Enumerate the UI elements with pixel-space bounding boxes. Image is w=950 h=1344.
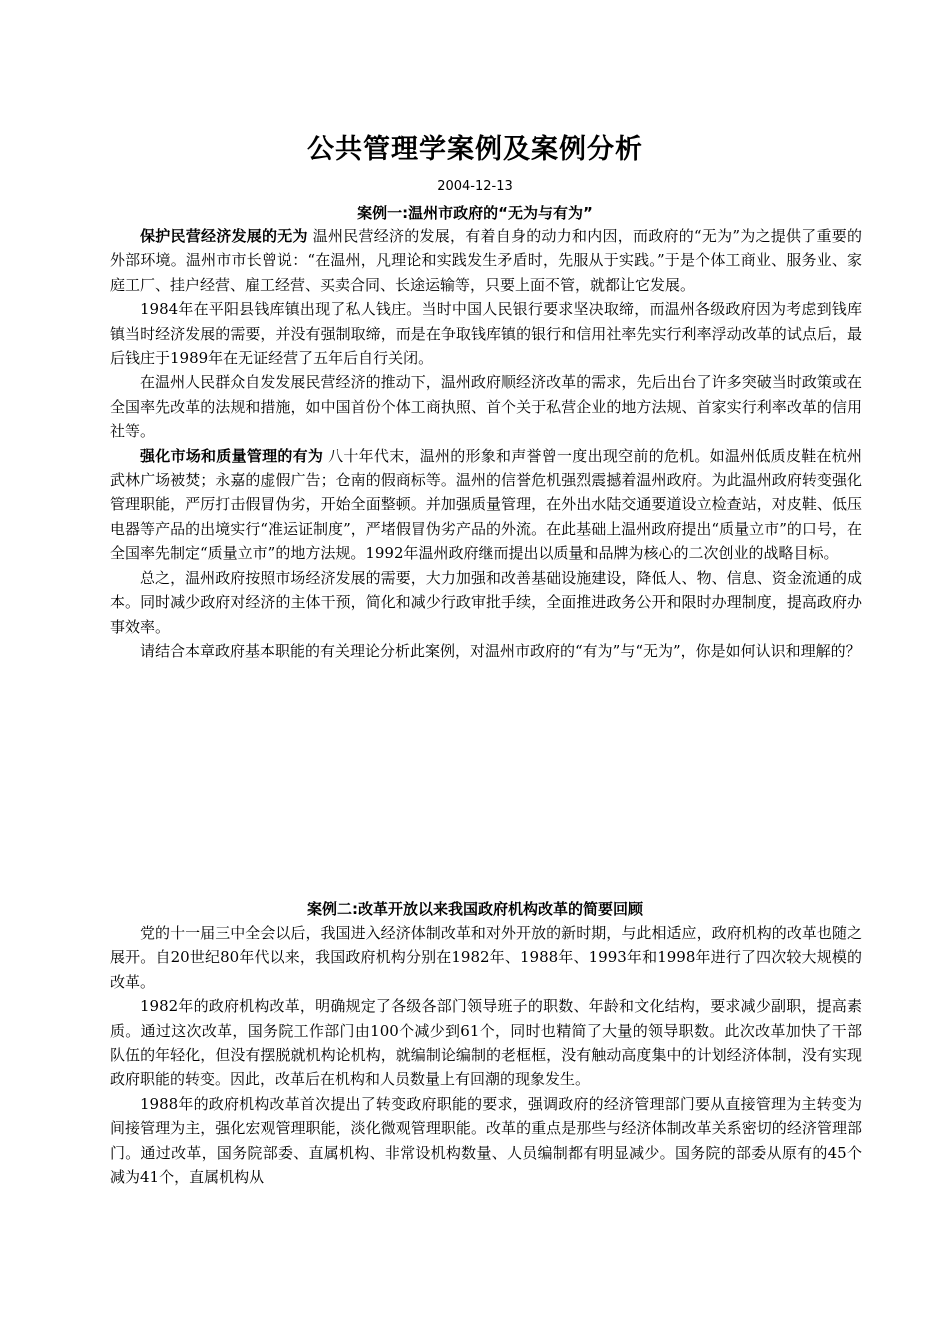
document-title: 公共管理学案例及案例分析 bbox=[307, 134, 643, 165]
case1-paragraph bbox=[110, 444, 862, 566]
paragraph-text: 在温州人民群众自发发展民营经济的推动下，温州政府顺经济改革的需求，先后出台了许多突破当时政策或在全国率先改革的法规和措施，如中国首份个体工商执照、首个关于私营企业的地方法规、首家实行利率改革的信用社等。 bbox=[110, 373, 862, 441]
case1-question bbox=[110, 639, 862, 663]
case1-paragraph bbox=[110, 566, 862, 639]
paragraph-text: 温州民营经济的发展，有着自身的动力和内因，而政府的“无为”为之提供了重要的外部环境。温州市市长曾说：“在温州，凡理论和实践发生矛盾时，先服从于实践。”于是个体工商业、服务业、家庭工厂、挂户经营、雇工经营、买卖合同、长途运输等，只要上面不管，就都让它发展。 bbox=[110, 227, 862, 294]
paragraph-text: 党的十一届三中全会以后，我国进入经济体制改革和对外开放的新时期，与此相适应，政府机构的改革也随之展开。自20世纪80年代以来，我国政府机构分别在1982年、1988年、1993年和1998年进行了四次较大规模的改革。 bbox=[110, 924, 862, 991]
paragraph-lead: 保护民营经济发展的无为 bbox=[140, 227, 308, 245]
document-date: 2004-12-13 bbox=[437, 179, 513, 194]
paragraph-text: 总之，温州政府按照市场经济发展的需要，大力加强和改善基础设施建设，降低人、物、信息、资金流通的成本。同时减少政府对经济的主体干预，简化和减少行政审批手续，全面推进政务公开和限时办理制度，提高政府办事效率。 bbox=[110, 568, 862, 636]
paragraph-text: 1984年在平阳县钱库镇出现了私人钱庄。当时中国人民银行要求坚决取缔，而温州各级政府因为考虑到钱库镇当时经济发展的需要，并没有强制取缔，而是在争取钱库镇的银行和信用社率先实行利率浮动改革的试点后，最后钱庄于1989年在无证经营了五年后自行关闭。 bbox=[110, 300, 862, 368]
paragraph-lead: 强化市场和质量管理的有为 bbox=[140, 446, 324, 465]
case2-body bbox=[110, 921, 862, 1189]
case1-paragraph bbox=[110, 297, 862, 370]
paragraph-text: 1988年的政府机构改革首次提出了转变政府职能的要求，强调政府的经济管理部门要从直接管理为主转变为间接管理为主，强化宏观管理职能，淡化微观管理职能。改革的重点是那些与经济体制改革关系密切的经济管理部门。通过改革，国务院部委、直属机构、非常设机构数量、人员编制都有明显减少。国务院的部委从原有的45个减为41个，直属机构从 bbox=[110, 1094, 862, 1187]
case2-heading: 案例二:改革开放以来我国政府机构改革的简要回顾 bbox=[306, 900, 643, 918]
case2-paragraph bbox=[110, 921, 862, 994]
case1-body bbox=[110, 224, 862, 663]
case2-paragraph bbox=[110, 1092, 862, 1190]
case1-heading: 案例一:温州市政府的“无为与有为” bbox=[357, 204, 593, 222]
case2-paragraph bbox=[110, 994, 862, 1092]
case1-paragraph bbox=[110, 224, 862, 297]
case1-paragraph bbox=[110, 370, 862, 443]
paragraph-text: 1982年的政府机构改革，明确规定了各级各部门领导班子的职数、年龄和文化结构，要求减少副职，提高素质。通过这次改革，国务院工作部门由100个减少到61个，同时也精简了大量的领导职数。此次改革加快了干部队伍的年轻化，但没有摆脱就机构论机构，就编制论编制的老框框，没有触动高度集中的计划经济体制，没有实现政府职能的转变。因此，改革后在机构和人员数量上有回潮的现象发生。 bbox=[110, 997, 862, 1089]
paragraph-text: 请结合本章政府基本职能的有关理论分析此案例，对温州市政府的“有为”与“无为”，你是如何认识和理解的？ bbox=[140, 641, 861, 660]
paragraph-text: 八十年代末，温州的形象和声誉曾一度出现空前的危机。如温州低质皮鞋在杭州武林广场被焚；永嘉的虚假广告；仓南的假商标等。温州的信誉危机强烈震撼着温州政府。为此温州政府转变强化管理职能，严厉打击假冒伪劣，开始全面整顿。并加强质量管理，在外出水陆交通要道设立检查站，对皮鞋、低压电器等产品的出境实行“准运证制度”，严堵假冒伪劣产品的外流。在此基础上温州政府提出“质量立市”的口号，在全国率先制定“质量立市”的地方法规。1992年温州政府继而提出以质量和品牌为核心的二次创业的战略目标。 bbox=[110, 446, 862, 563]
